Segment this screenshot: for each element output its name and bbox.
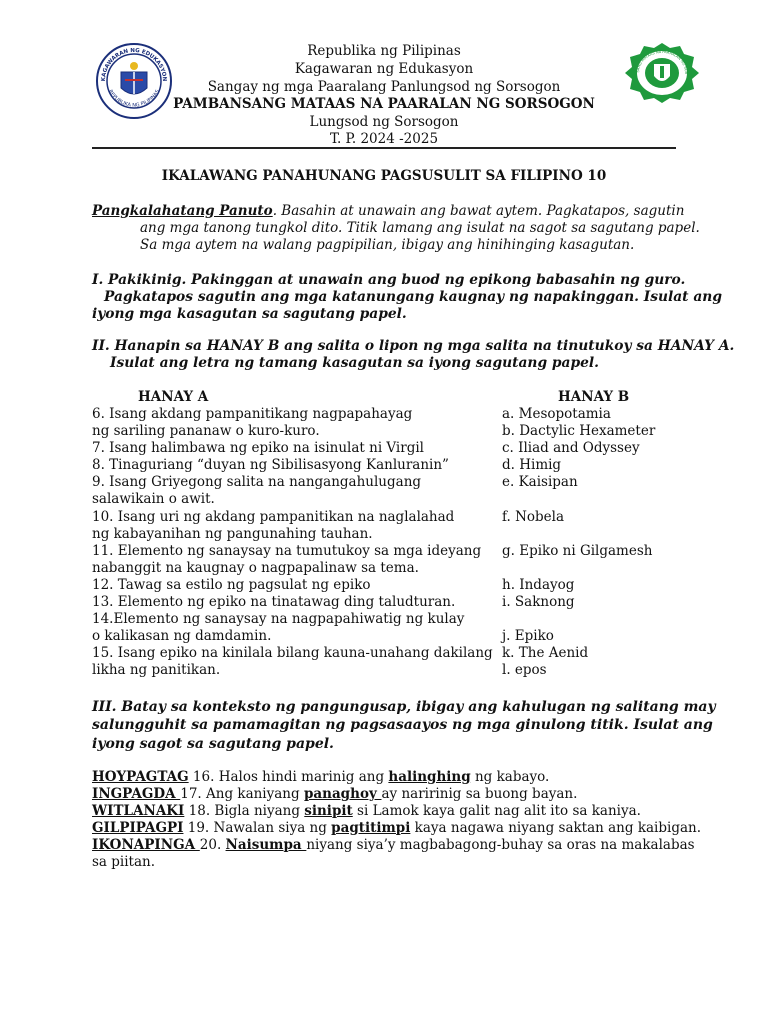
hanay-b-item: j. Epiko [502,628,554,644]
section3-line-1: III. Batay sa konteksto ng pangungusap, ibigay ang kahulugan ng salitang may [92,699,716,715]
header-school-year: T. P. 2024 -2025 [329,131,439,147]
section3-line-3: iyong sagot sa sagutang papel. [92,736,334,752]
header-division: Sangay ng mga Paaralang Panlungsod ng Sorsogon [207,79,561,95]
hanay-a-line: 12. Tawag sa estilo ng pagsulat ng epiko [92,577,371,593]
item-16: HOYPAGTAG 16. Halos hindi marinig ang halinghing ng kabayo. [92,769,550,785]
header-department: Kagawaran ng Edukasyon [294,61,474,77]
instructions-line-2: ang mga tanong tungkol dito. Titik lamang ang isulat na sagot sa sagutang papel. [140,220,700,236]
hanay-a-line: 14.Elemento ng sanaysay na nagpapahiwatig ng kulay [92,611,465,627]
instructions-label: Pangkalahatang Panuto [92,203,273,219]
section1-line-3: iyong mga kasagutan sa sagutang papel. [92,306,407,322]
instructions-line-1 [92,203,685,220]
hanay-a-line: 11. Elemento ng sanaysay na tumutukoy sa mga ideyang [92,543,482,559]
hanay-a-line: 13. Elemento ng epiko na tinatawag ding taludturan. [92,594,456,610]
underlined-word: halinghing [388,769,471,785]
header-republic: Republika ng Pilipinas [307,43,461,59]
item-20: IKONAPINGA 20. Naisumpa niyang siya’y magbabagong-buhay sa oras na makalabas [92,837,695,853]
scrambled-word: INGPAGDA [92,786,181,802]
scrambled-word: GILPIPAGPI [92,820,184,836]
hanay-b-item: b. Dactylic Hexameter [502,423,656,439]
hanay-b-item: f. Nobela [502,509,565,525]
header-divider [92,147,676,149]
hanay-b-item: l. epos [502,662,547,678]
item-20-continuation: sa piitan. [92,854,156,870]
hanay-b-item: c. Iliad and Odyssey [502,440,640,456]
hanay-a-line: 9. Isang Griyegong salita na nangangahulugang [92,474,422,490]
instructions-text-1: . Basahin at unawain ang bawat aytem. Pagkatapos, sagutin [272,203,685,219]
hanay-b-item: e. Kaisipan [502,474,578,490]
exam-title: IKALAWANG PANAHUNANG PAGSUSULIT SA FILIPINO 10 [161,168,607,184]
hanay-a-line: ng sariling pananaw o kuro-kuro. [92,423,320,439]
hanay-a-line: nabanggit na kaugnay o nagpapalinaw sa tema. [92,560,419,576]
section3-line-2: salungguhit sa pamamagitan ng pagsasaayos ng mga ginulong titik. Isulat ang [92,717,713,733]
hanay-b-item: k. The Aenid [502,645,589,661]
hanay-b-item: g. Epiko ni Gilgamesh [502,543,653,559]
scrambled-word: IKONAPINGA [92,837,200,853]
underlined-word: sinipit [304,803,353,819]
scrambled-word: HOYPAGTAG [92,769,189,785]
svg-text:PAMBANSANG MATAAS NA PAARALAN: SANG MATAAS NA PAARALAN NG SOR [635,49,689,75]
hanay-a-line: likha ng panitikan. [92,662,221,678]
hanay-b-item: a. Mesopotamia [502,406,611,422]
svg-text:KAGAWARAN NG EDUKASYON: KAGAWARAN NG EDUKASYON [100,47,168,82]
hanay-a-line: o kalikasan ng damdamin. [92,628,272,644]
svg-text:REPUBLIKA NG PILIPINAS: REPUBLIKA NG PILIPINAS [107,88,161,109]
hanay-b-item: i. Saknong [502,594,575,610]
hanay-a-line: ng kabayanihan ng pangunahing tauhan. [92,526,373,542]
section2-line-1: II. Hanapin sa HANAY B ang salita o lipon ng mga salita na tinutukoy sa HANAY A. [92,338,735,354]
hanay-a-line: 8. Tinaguriang “duyan ng Sibilisasyong Kanluranin” [92,457,449,473]
hanay-b-item: d. Himig [502,457,562,473]
item-19: GILPIPAGPI 19. Nawalan siya ng pagtitimpi kaya nagawa niyang saktan ang kaibigan. [92,820,701,836]
item-17: INGPAGDA 17. Ang kaniyang panaghoy ay naririnig sa buong bayan. [92,786,578,802]
section1-line-1: I. Pakikinig. Pakinggan at unawain ang buod ng epikong babasahin ng guro. [92,272,686,288]
hanay-a-line: 6. Isang akdang pampanitikang nagpapahayag [92,406,413,422]
hanay-a-heading: HANAY A [138,389,209,405]
underlined-word: Naisumpa [225,837,307,853]
hanay-b-item: h. Indayog [502,577,575,593]
hanay-a-line: 15. Isang epiko na kinilala bilang kauna-unahang dakilang [92,645,493,661]
underlined-word: pagtitimpi [331,820,411,836]
header-city: Lungsod ng Sorsogon [309,114,459,130]
header-school-name: PAMBANSANG MATAAS NA PAARALAN NG SORSOGON [173,96,595,112]
underlined-word: panaghoy [303,786,382,802]
section2-line-2: Isulat ang letra ng tamang kasagutan sa iyong sagutang papel. [110,355,599,371]
instructions-line-3: Sa mga aytem na walang pagpipilian, ibigay ang hinihinging kasagutan. [140,237,635,253]
hanay-a-line: salawikain o awit. [92,491,215,507]
scrambled-word: WITLANAKI [92,803,185,819]
item-18: WITLANAKI 18. Bigla niyang sinipit si Lamok kaya galit nag alit ito sa kaniya. [92,803,641,819]
hanay-a-line: 10. Isang uri ng akdang pampanitikan na naglalahad [92,509,455,525]
hanay-b-heading: HANAY B [558,389,630,405]
section1-line-2: Pagkatapos sagutin ang mga katanungang kaugnay ng napakinggan. Isulat ang [104,289,722,305]
hanay-a-line: 7. Isang halimbawa ng epiko na isinulat ni Virgil [92,440,424,456]
